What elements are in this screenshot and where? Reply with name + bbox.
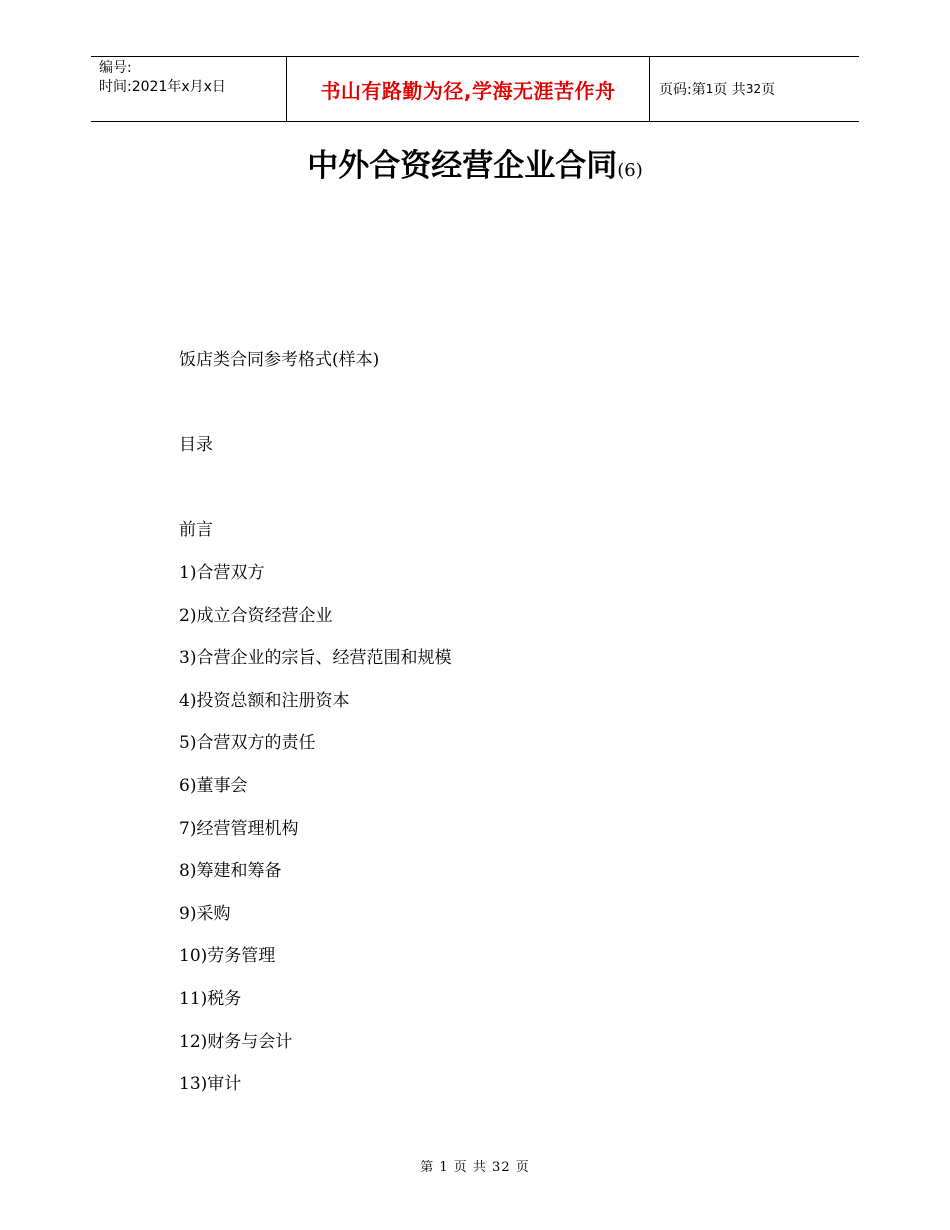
toc-item: 3)合营企业的宗旨、经营范围和规模: [179, 648, 452, 669]
page-total: 32: [745, 82, 762, 96]
document-number-label: 编号:: [99, 60, 132, 76]
header-page-info: [650, 57, 859, 121]
page-footer: 第 1 页 共 32 页: [420, 1160, 530, 1175]
toc-item: 9)采购: [179, 903, 231, 924]
document-title-suffix: (6): [617, 160, 643, 181]
toc-item: 10)劳务管理: [179, 946, 276, 967]
document-title-main: 中外合资经营企业合同: [307, 148, 618, 184]
toc-item: 11)税务: [179, 988, 242, 1009]
toc-item: 5)合营双方的责任: [179, 733, 316, 754]
toc-heading: 目录: [179, 435, 213, 455]
page-mid-label: 页 共: [713, 82, 746, 98]
toc-item: 8)筹建和筹备: [179, 861, 282, 882]
toc-item: 6)董事会: [179, 775, 248, 796]
table-of-contents: [179, 561, 451, 1115]
toc-item: 2)成立合资经营企业: [179, 605, 333, 626]
toc-item: 13)审计: [179, 1074, 242, 1095]
page-end-label: 页: [761, 82, 776, 98]
header-motto: 书山有路勤为径,学海无涯苦作舟: [286, 57, 650, 121]
toc-preface: 前言: [179, 520, 213, 540]
page-current: 1: [705, 82, 714, 96]
page-label: 页码:第: [659, 82, 706, 98]
document-time-label: 时间:2021年x月x日: [99, 79, 226, 95]
toc-item: 7)经营管理机构: [179, 818, 299, 839]
document-subtitle: 饭店类合同参考格式(样本): [179, 350, 380, 370]
toc-item: 1)合营双方: [179, 563, 265, 583]
toc-item: 12)财务与会计: [179, 1031, 293, 1052]
document-title: [0, 144, 950, 193]
header-meta: [91, 57, 286, 121]
document-header: [91, 56, 859, 122]
toc-item: 4)投资总额和注册资本: [179, 690, 350, 711]
